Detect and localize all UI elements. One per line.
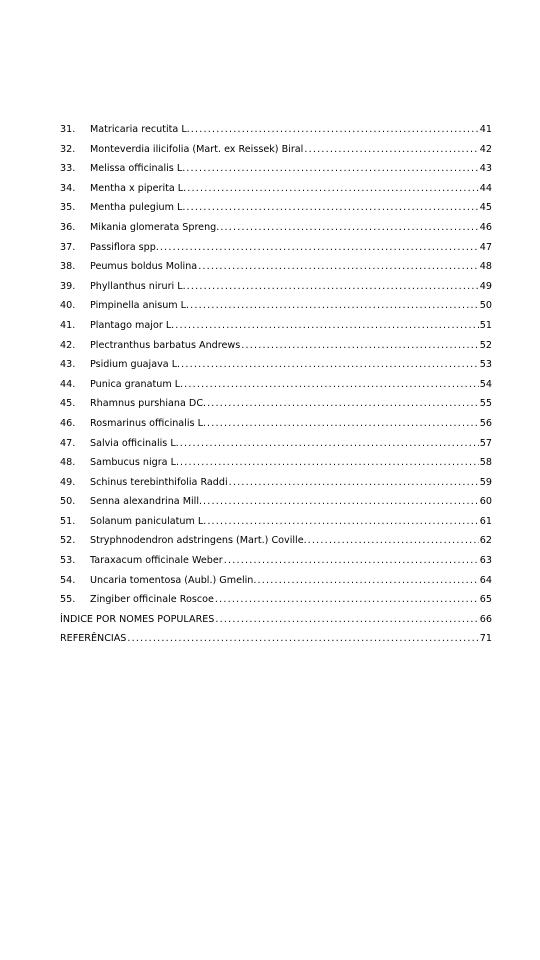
toc-entry[interactable] [60,120,492,140]
toc-entry-title: Salvia officinalis L. [90,437,179,449]
dot-leader [184,375,479,395]
toc-entry-title: Uncaria tomentosa (Aubl.) Gmelin. [90,574,257,586]
toc-entry-page: 48 [479,261,492,273]
toc-section[interactable] [60,610,492,630]
toc-entry-number: 32. [60,143,76,155]
toc-entry-page: 52 [479,339,492,351]
toc-entry-page: 55 [479,398,492,410]
toc-entry-number: 33. [60,163,76,175]
dot-leader [229,473,479,493]
dot-leader [207,394,479,414]
toc-entry[interactable] [60,355,492,375]
toc-entry-page: 54 [479,378,492,390]
dot-leader [215,590,479,610]
dot-leader [186,159,479,179]
toc-section-title: REFERÊNCIAS [60,633,127,645]
dot-leader [187,179,479,199]
toc-entry-number: 34. [60,182,76,194]
toc-entry-page: 61 [479,515,492,527]
toc-entry-number: 41. [60,319,76,331]
dot-leader [207,512,478,532]
dot-leader [241,336,479,356]
toc-entry-title: Plectranthus barbatus Andrews [90,339,241,351]
toc-entry-title: Pimpinella anisum L. [90,300,190,312]
toc-entry[interactable] [60,590,492,610]
toc-entry-page: 42 [479,143,492,155]
toc-entry-title: Rosmarinus officinalis L. [90,417,206,429]
toc-entry[interactable] [60,218,492,238]
toc-entry[interactable] [60,375,492,395]
toc-entry-number: 55. [60,594,76,606]
toc-entry-number: 36. [60,221,76,233]
toc-entry-page: 63 [479,555,492,567]
toc-entry-title: Senna alexandrina Mill. [90,496,203,508]
toc-entry-page: 44 [479,182,492,194]
toc-section-title: ÍNDICE POR NOMES POPULARES [60,613,215,625]
toc-entry-page: 64 [479,574,492,586]
toc-entry[interactable] [60,140,492,160]
toc-entry-page: 56 [479,417,492,429]
dot-leader [257,571,478,591]
toc-section[interactable] [60,629,492,649]
toc-entry-title: Phyllanthus niruri L. [90,280,186,292]
toc-entry[interactable] [60,179,492,199]
toc-entry-title: Stryphnodendron adstringens (Mart.) Coville. [90,535,307,547]
toc-section-page: 66 [479,613,492,625]
toc-entry-title: Taraxacum officinale Weber [90,555,223,567]
toc-entry-title: Punica granatum L. [90,378,184,390]
toc-entry-number: 35. [60,202,76,214]
toc-entry-title: Plantago major L. [90,319,175,331]
toc-entry[interactable] [60,492,492,512]
toc-entry[interactable] [60,257,492,277]
toc-entry-page: 43 [479,163,492,175]
toc-entry-page: 65 [479,594,492,606]
toc-entry-title: Mentha x piperita L. [90,182,187,194]
toc-entry-number: 48. [60,457,76,469]
toc-entry-page: 57 [479,437,492,449]
toc-entry[interactable] [60,473,492,493]
toc-entry[interactable] [60,277,492,297]
toc-entry-number: 50. [60,496,76,508]
toc-entry[interactable] [60,159,492,179]
toc-entry-number: 42. [60,339,76,351]
toc-entry[interactable] [60,198,492,218]
toc-entry-title: Passiflora spp. [90,241,159,253]
dot-leader [224,551,479,571]
toc-entry[interactable] [60,414,492,434]
toc-entry-title: Mentha pulegium L. [90,202,186,214]
toc-entry-number: 47. [60,437,76,449]
toc-entry-title: Solanum paniculatum L. [90,515,207,527]
dot-leader [304,140,478,160]
toc-entry-number: 44. [60,378,76,390]
dot-leader [190,296,479,316]
toc-entry-title: Mikania glomerata Spreng. [90,221,220,233]
toc-entry-page: 59 [479,476,492,488]
toc-entry[interactable] [60,394,492,414]
toc-entry-title: Peumus boldus Molina [90,261,198,273]
toc-entry-title: Melissa officinalis L. [90,163,186,175]
dot-leader [175,316,479,336]
toc-entry-page: 41 [479,124,492,135]
toc-entry[interactable] [60,336,492,356]
toc-entry-title: Schinus terebinthifolia Raddi [90,476,228,488]
toc-entry-number: 53. [60,555,76,567]
toc-entry[interactable] [60,316,492,336]
toc-entry-number: 45. [60,398,76,410]
toc-entry-page: 49 [479,280,492,292]
toc-entry-page: 47 [479,241,492,253]
toc-entry[interactable] [60,551,492,571]
toc-entry[interactable] [60,531,492,551]
toc-entry-page: 58 [479,457,492,469]
dot-leader [308,531,479,551]
dot-leader [215,610,478,630]
toc-entry[interactable] [60,296,492,316]
toc-entry-number: 37. [60,241,76,253]
toc-entry-number: 54. [60,574,76,586]
toc-entry[interactable] [60,238,492,258]
toc-entry-page: 46 [479,221,492,233]
dot-leader [186,198,478,218]
toc-entry-number: 52. [60,535,76,547]
toc-entry-number: 49. [60,476,76,488]
toc-entry-title: Matricaria recutita L. [90,124,190,135]
toc-entry-page: 50 [479,300,492,312]
toc-entry[interactable] [60,453,492,473]
toc-entry-number: 46. [60,417,76,429]
toc-entry[interactable] [60,434,492,454]
toc-entry[interactable] [60,571,492,591]
toc-section-page: 71 [479,633,492,645]
toc-entry-number: 39. [60,280,76,292]
toc-entry-number: 31. [60,124,76,135]
toc-entry-title: Monteverdia ilicifolia (Mart. ex Reissek) Biral [90,143,304,155]
toc-entry-number: 38. [60,261,76,273]
toc-entry-page: 45 [479,202,492,214]
dot-leader [191,120,479,140]
toc-entry-page: 51 [479,319,492,331]
dot-leader [220,218,478,238]
dot-leader [160,238,479,258]
dot-leader [203,492,479,512]
dot-leader [198,257,479,277]
toc-entry-page: 60 [479,496,492,508]
toc-entry-page: 53 [479,359,492,371]
toc-entry[interactable] [60,512,492,532]
toc-entry-number: 43. [60,359,76,371]
dot-leader [127,629,478,649]
toc-entry-title: Psidium guajava L. [90,359,181,371]
toc-entry-page: 62 [479,535,492,547]
toc-entry-title: Rhamnus purshiana DC. [90,398,207,410]
toc-entry-number: 51. [60,515,76,527]
dot-leader [187,277,479,297]
toc-entry-number: 40. [60,300,76,312]
table-of-contents [60,120,492,649]
toc-entry-title: Zingiber officinale Roscoe [90,594,214,606]
toc-entry-title: Sambucus nigra L. [90,457,179,469]
dot-leader [181,355,479,375]
dot-leader [180,453,479,473]
dot-leader [180,434,479,454]
dot-leader [207,414,479,434]
